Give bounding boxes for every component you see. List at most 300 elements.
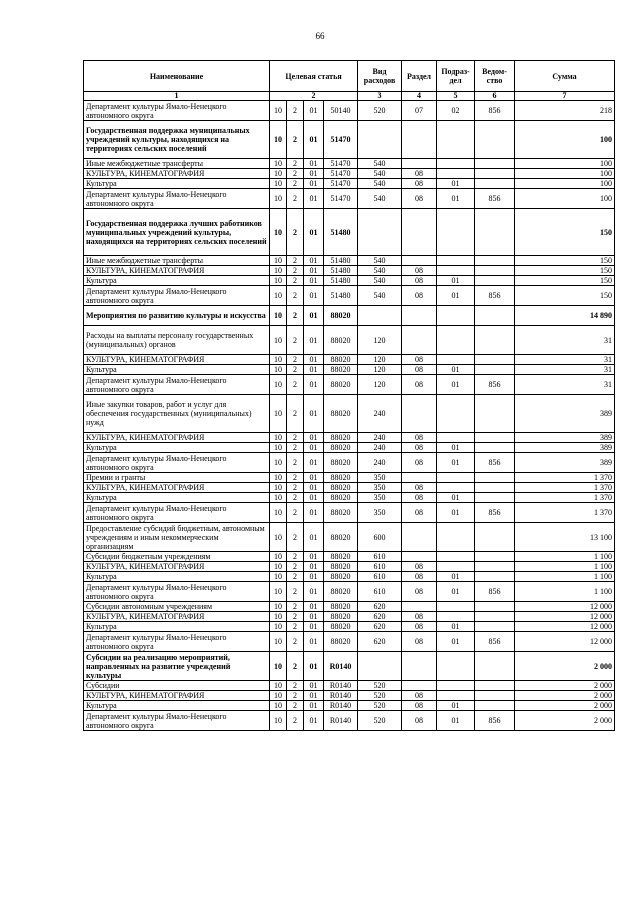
section-cell: 08 — [402, 562, 437, 572]
target-code-2: 2 — [287, 286, 304, 306]
target-code-3: 01 — [304, 582, 324, 602]
table-row — [84, 453, 615, 473]
department-cell — [475, 209, 515, 256]
target-code-1: 10 — [270, 276, 287, 286]
target-code-4: 88020 — [324, 395, 358, 433]
amount-cell: 14 890 — [515, 306, 615, 326]
table-row — [84, 483, 615, 493]
target-code-2: 2 — [287, 266, 304, 276]
expense-type-cell: 540 — [358, 169, 402, 179]
col-header-section: Раздел — [402, 61, 437, 92]
amount-cell: 12 000 — [515, 612, 615, 622]
section-cell — [402, 681, 437, 691]
target-code-3: 01 — [304, 453, 324, 473]
target-code-4: 88020 — [324, 632, 358, 652]
target-code-3: 01 — [304, 256, 324, 266]
target-code-4: 88020 — [324, 612, 358, 622]
expense-type-cell: 620 — [358, 612, 402, 622]
target-code-1: 10 — [270, 209, 287, 256]
target-code-1: 10 — [270, 453, 287, 473]
table-row — [84, 582, 615, 602]
target-code-4: 88020 — [324, 622, 358, 632]
table-row — [84, 209, 615, 256]
section-cell — [402, 256, 437, 266]
table-row — [84, 101, 615, 121]
row-name-cell: Государственная поддержка муниципальных учреждений культуры, находящихся на территориях сельских поселений — [84, 121, 270, 159]
expense-type-cell: 610 — [358, 552, 402, 562]
subsection-cell: 01 — [437, 189, 475, 209]
section-cell: 08 — [402, 582, 437, 602]
target-code-2: 2 — [287, 355, 304, 365]
amount-cell: 1 370 — [515, 503, 615, 523]
table-row — [84, 503, 615, 523]
table-row — [84, 652, 615, 681]
target-code-4: 88020 — [324, 375, 358, 395]
table-row — [84, 473, 615, 483]
row-name-cell: Культура — [84, 701, 270, 711]
subsection-cell — [437, 612, 475, 622]
department-cell — [475, 169, 515, 179]
target-code-1: 10 — [270, 365, 287, 375]
target-code-4: 51470 — [324, 169, 358, 179]
expense-type-cell: 610 — [358, 572, 402, 582]
target-code-3: 01 — [304, 443, 324, 453]
target-code-2: 2 — [287, 612, 304, 622]
target-code-4: 88020 — [324, 503, 358, 523]
table-row — [84, 552, 615, 562]
row-name-cell: КУЛЬТУРА, КИНЕМАТОГРАФИЯ — [84, 433, 270, 443]
target-code-2: 2 — [287, 395, 304, 433]
section-cell — [402, 473, 437, 483]
amount-cell: 31 — [515, 375, 615, 395]
expense-type-cell: 520 — [358, 701, 402, 711]
target-code-1: 10 — [270, 493, 287, 503]
target-code-4: 50140 — [324, 101, 358, 121]
target-code-4: 88020 — [324, 326, 358, 355]
target-code-1: 10 — [270, 101, 287, 121]
section-cell: 08 — [402, 266, 437, 276]
amount-cell: 150 — [515, 256, 615, 266]
target-code-2: 2 — [287, 632, 304, 652]
table-row — [84, 493, 615, 503]
subsection-cell — [437, 159, 475, 169]
department-cell — [475, 306, 515, 326]
target-code-2: 2 — [287, 365, 304, 375]
target-code-4: 88020 — [324, 355, 358, 365]
section-cell: 08 — [402, 503, 437, 523]
target-code-3: 01 — [304, 552, 324, 562]
subsection-cell: 01 — [437, 711, 475, 731]
target-code-4: 88020 — [324, 433, 358, 443]
table-row — [84, 681, 615, 691]
target-code-3: 01 — [304, 189, 324, 209]
subsection-cell: 02 — [437, 101, 475, 121]
target-code-4: 88020 — [324, 602, 358, 612]
section-cell — [402, 523, 437, 552]
row-name-cell: Иные межбюджетные трансферты — [84, 159, 270, 169]
row-name-cell: КУЛЬТУРА, КИНЕМАТОГРАФИЯ — [84, 612, 270, 622]
column-number-row — [84, 92, 615, 101]
target-code-1: 10 — [270, 433, 287, 443]
subsection-cell: 01 — [437, 572, 475, 582]
col-header-department: Ведом-ство — [475, 61, 515, 92]
target-code-4: 51480 — [324, 276, 358, 286]
section-cell: 08 — [402, 572, 437, 582]
target-code-1: 10 — [270, 523, 287, 552]
expense-type-cell — [358, 652, 402, 681]
subsection-cell — [437, 121, 475, 159]
section-cell — [402, 159, 437, 169]
expense-type-cell: 610 — [358, 582, 402, 602]
col-header-name: Наименование — [84, 61, 270, 92]
department-cell: 856 — [475, 189, 515, 209]
target-code-2: 2 — [287, 433, 304, 443]
target-code-2: 2 — [287, 523, 304, 552]
target-code-2: 2 — [287, 326, 304, 355]
amount-cell: 2 000 — [515, 711, 615, 731]
target-code-1: 10 — [270, 286, 287, 306]
target-code-1: 10 — [270, 266, 287, 276]
department-cell — [475, 523, 515, 552]
department-cell: 856 — [475, 582, 515, 602]
amount-cell: 1 100 — [515, 552, 615, 562]
section-cell: 08 — [402, 189, 437, 209]
section-cell: 08 — [402, 632, 437, 652]
subsection-cell: 01 — [437, 632, 475, 652]
subsection-cell — [437, 306, 475, 326]
subsection-cell — [437, 523, 475, 552]
expense-type-cell: 600 — [358, 523, 402, 552]
amount-cell: 100 — [515, 189, 615, 209]
expense-type-cell: 520 — [358, 681, 402, 691]
target-code-3: 01 — [304, 159, 324, 169]
target-code-2: 2 — [287, 701, 304, 711]
col-header-amount: Сумма — [515, 61, 615, 92]
amount-cell: 13 100 — [515, 523, 615, 552]
table-row — [84, 395, 615, 433]
target-code-1: 10 — [270, 602, 287, 612]
expense-type-cell: 520 — [358, 711, 402, 731]
section-cell — [402, 395, 437, 433]
department-cell — [475, 473, 515, 483]
target-code-1: 10 — [270, 179, 287, 189]
table-row — [84, 276, 615, 286]
subsection-cell — [437, 326, 475, 355]
target-code-1: 10 — [270, 701, 287, 711]
subsection-cell — [437, 433, 475, 443]
col-header-expense-type: Вид расходов — [358, 61, 402, 92]
col-number: 4 — [402, 92, 437, 101]
target-code-1: 10 — [270, 622, 287, 632]
amount-cell: 12 000 — [515, 622, 615, 632]
target-code-1: 10 — [270, 572, 287, 582]
target-code-1: 10 — [270, 395, 287, 433]
target-code-4: R0140 — [324, 701, 358, 711]
page-number: 66 — [315, 31, 325, 41]
target-code-1: 10 — [270, 552, 287, 562]
table-row — [84, 523, 615, 552]
department-cell — [475, 365, 515, 375]
expense-type-cell: 620 — [358, 632, 402, 652]
col-number: 1 — [84, 92, 270, 101]
col-number: 7 — [515, 92, 615, 101]
target-code-1: 10 — [270, 326, 287, 355]
target-code-1: 10 — [270, 189, 287, 209]
section-cell — [402, 121, 437, 159]
target-code-2: 2 — [287, 691, 304, 701]
target-code-3: 01 — [304, 691, 324, 701]
target-code-3: 01 — [304, 632, 324, 652]
row-name-cell: Культура — [84, 365, 270, 375]
target-code-3: 01 — [304, 169, 324, 179]
target-code-2: 2 — [287, 306, 304, 326]
table-row — [84, 266, 615, 276]
amount-cell: 2 000 — [515, 691, 615, 701]
section-cell: 08 — [402, 355, 437, 365]
subsection-cell: 01 — [437, 622, 475, 632]
expense-type-cell: 120 — [358, 326, 402, 355]
subsection-cell: 01 — [437, 443, 475, 453]
subsection-cell: 01 — [437, 375, 475, 395]
expense-type-cell: 120 — [358, 355, 402, 365]
target-code-3: 01 — [304, 622, 324, 632]
target-code-2: 2 — [287, 493, 304, 503]
section-cell: 08 — [402, 622, 437, 632]
table-row — [84, 365, 615, 375]
amount-cell: 150 — [515, 286, 615, 306]
target-code-2: 2 — [287, 681, 304, 691]
subsection-cell — [437, 562, 475, 572]
department-cell — [475, 483, 515, 493]
target-code-2: 2 — [287, 473, 304, 483]
expense-type-cell: 350 — [358, 483, 402, 493]
target-code-1: 10 — [270, 483, 287, 493]
target-code-3: 01 — [304, 395, 324, 433]
target-code-4: 88020 — [324, 483, 358, 493]
department-cell — [475, 622, 515, 632]
target-code-1: 10 — [270, 711, 287, 731]
table-row — [84, 326, 615, 355]
section-cell: 08 — [402, 711, 437, 731]
target-code-3: 01 — [304, 681, 324, 691]
department-cell: 856 — [475, 375, 515, 395]
department-cell: 856 — [475, 711, 515, 731]
section-cell: 08 — [402, 286, 437, 306]
amount-cell: 389 — [515, 395, 615, 433]
target-code-4: 88020 — [324, 453, 358, 473]
target-code-1: 10 — [270, 306, 287, 326]
section-cell — [402, 326, 437, 355]
subsection-cell: 01 — [437, 286, 475, 306]
section-cell: 07 — [402, 101, 437, 121]
target-code-2: 2 — [287, 602, 304, 612]
row-name-cell: КУЛЬТУРА, КИНЕМАТОГРАФИЯ — [84, 483, 270, 493]
amount-cell: 31 — [515, 355, 615, 365]
subsection-cell — [437, 552, 475, 562]
col-number: 2 — [270, 92, 358, 101]
target-code-2: 2 — [287, 375, 304, 395]
target-code-4: 88020 — [324, 365, 358, 375]
target-code-2: 2 — [287, 189, 304, 209]
department-cell — [475, 602, 515, 612]
target-code-4: R0140 — [324, 711, 358, 731]
target-code-4: 88020 — [324, 493, 358, 503]
department-cell — [475, 433, 515, 443]
table-row — [84, 169, 615, 179]
col-header-target: Целевая статья — [270, 61, 358, 92]
amount-cell: 100 — [515, 179, 615, 189]
table-row — [84, 691, 615, 701]
amount-cell: 1 370 — [515, 473, 615, 483]
amount-cell: 31 — [515, 365, 615, 375]
expense-type-cell: 610 — [358, 562, 402, 572]
row-name-cell: Иные межбюджетные трансферты — [84, 256, 270, 266]
amount-cell: 218 — [515, 101, 615, 121]
department-cell: 856 — [475, 453, 515, 473]
target-code-2: 2 — [287, 121, 304, 159]
department-cell — [475, 395, 515, 433]
target-code-4: 51470 — [324, 179, 358, 189]
table-row — [84, 562, 615, 572]
target-code-3: 01 — [304, 473, 324, 483]
row-name-cell: Субсидии — [84, 681, 270, 691]
expense-type-cell: 350 — [358, 503, 402, 523]
target-code-1: 10 — [270, 612, 287, 622]
expense-type-cell: 240 — [358, 453, 402, 473]
target-code-2: 2 — [287, 582, 304, 602]
table-row — [84, 622, 615, 632]
subsection-cell — [437, 681, 475, 691]
target-code-3: 01 — [304, 562, 324, 572]
target-code-4: 51470 — [324, 159, 358, 169]
table-row — [84, 159, 615, 169]
target-code-4: 51470 — [324, 189, 358, 209]
target-code-1: 10 — [270, 375, 287, 395]
row-name-cell: Культура — [84, 572, 270, 582]
section-cell: 08 — [402, 691, 437, 701]
target-code-3: 01 — [304, 652, 324, 681]
department-cell — [475, 681, 515, 691]
section-cell: 08 — [402, 701, 437, 711]
expense-type-cell: 520 — [358, 691, 402, 701]
section-cell — [402, 306, 437, 326]
row-name-cell: Расходы на выплаты персоналу государственных (муниципальных) органов — [84, 326, 270, 355]
table-row — [84, 256, 615, 266]
department-cell — [475, 179, 515, 189]
target-code-4: 88020 — [324, 473, 358, 483]
department-cell — [475, 256, 515, 266]
department-cell — [475, 701, 515, 711]
department-cell — [475, 612, 515, 622]
section-cell: 08 — [402, 453, 437, 473]
amount-cell: 12 000 — [515, 602, 615, 612]
department-cell — [475, 493, 515, 503]
subsection-cell: 01 — [437, 701, 475, 711]
row-name-cell: КУЛЬТУРА, КИНЕМАТОГРАФИЯ — [84, 562, 270, 572]
section-cell — [402, 652, 437, 681]
col-number: 5 — [437, 92, 475, 101]
target-code-4: 51480 — [324, 256, 358, 266]
amount-cell: 1 370 — [515, 493, 615, 503]
target-code-3: 01 — [304, 121, 324, 159]
amount-cell: 2 000 — [515, 701, 615, 711]
row-name-cell: Иные закупки товаров, работ и услуг для обеспечения государственных (муниципальных) нужд — [84, 395, 270, 433]
subsection-cell: 01 — [437, 276, 475, 286]
target-code-2: 2 — [287, 159, 304, 169]
amount-cell: 150 — [515, 276, 615, 286]
subsection-cell: 01 — [437, 503, 475, 523]
table-row — [84, 355, 615, 365]
col-header-subsection: Подраз-дел — [437, 61, 475, 92]
row-name-cell: Департамент культуры Ямало-Ненецкого автономного округа — [84, 286, 270, 306]
section-cell: 08 — [402, 443, 437, 453]
target-code-4: 88020 — [324, 523, 358, 552]
target-code-2: 2 — [287, 101, 304, 121]
subsection-cell — [437, 652, 475, 681]
expense-type-cell — [358, 121, 402, 159]
subsection-cell — [437, 691, 475, 701]
target-code-3: 01 — [304, 355, 324, 365]
target-code-4: 51480 — [324, 266, 358, 276]
target-code-3: 01 — [304, 483, 324, 493]
table-row — [84, 433, 615, 443]
subsection-cell: 01 — [437, 453, 475, 473]
row-name-cell: Культура — [84, 493, 270, 503]
department-cell — [475, 691, 515, 701]
table-row — [84, 443, 615, 453]
target-code-2: 2 — [287, 443, 304, 453]
expense-type-cell: 350 — [358, 473, 402, 483]
department-cell — [475, 443, 515, 453]
amount-cell: 100 — [515, 159, 615, 169]
table-row — [84, 711, 615, 731]
target-code-2: 2 — [287, 622, 304, 632]
amount-cell: 12 000 — [515, 632, 615, 652]
amount-cell: 31 — [515, 326, 615, 355]
table-row — [84, 632, 615, 652]
expense-type-cell: 540 — [358, 256, 402, 266]
target-code-1: 10 — [270, 503, 287, 523]
amount-cell: 389 — [515, 453, 615, 473]
target-code-4: 88020 — [324, 582, 358, 602]
section-cell — [402, 602, 437, 612]
row-name-cell: Департамент культуры Ямало-Ненецкого автономного округа — [84, 632, 270, 652]
expense-type-cell: 540 — [358, 286, 402, 306]
department-cell: 856 — [475, 101, 515, 121]
department-cell — [475, 562, 515, 572]
budget-table — [83, 60, 615, 731]
target-code-2: 2 — [287, 562, 304, 572]
col-number: 3 — [358, 92, 402, 101]
department-cell — [475, 355, 515, 365]
target-code-4: 88020 — [324, 572, 358, 582]
table-row — [84, 189, 615, 209]
expense-type-cell: 620 — [358, 622, 402, 632]
subsection-cell: 01 — [437, 493, 475, 503]
expense-type-cell: 240 — [358, 395, 402, 433]
target-code-2: 2 — [287, 179, 304, 189]
subsection-cell — [437, 266, 475, 276]
target-code-4: R0140 — [324, 652, 358, 681]
target-code-1: 10 — [270, 632, 287, 652]
table-row — [84, 306, 615, 326]
target-code-4: 51480 — [324, 209, 358, 256]
target-code-3: 01 — [304, 711, 324, 731]
target-code-3: 01 — [304, 375, 324, 395]
row-name-cell: КУЛЬТУРА, КИНЕМАТОГРАФИЯ — [84, 355, 270, 365]
expense-type-cell: 540 — [358, 189, 402, 209]
expense-type-cell — [358, 306, 402, 326]
